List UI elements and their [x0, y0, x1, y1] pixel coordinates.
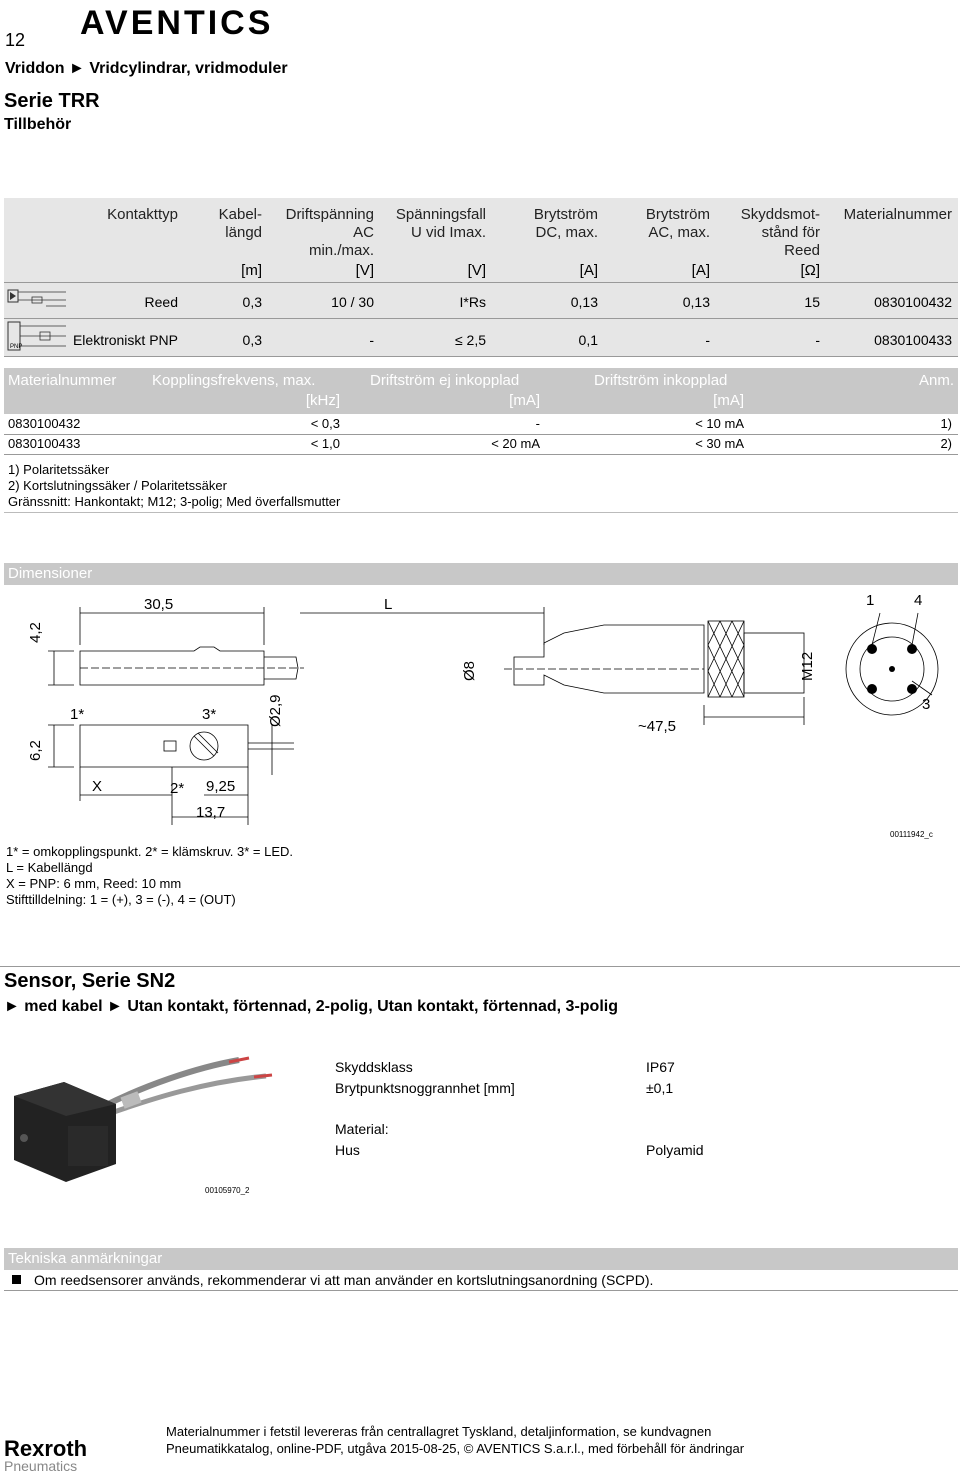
unit-khz: [kHz]: [305, 392, 340, 409]
cell-mat: 0830100433: [874, 332, 952, 348]
cell-on: < 10 mA: [695, 416, 744, 431]
label-pin-3: 3: [922, 696, 931, 713]
label-L: L: [384, 596, 393, 613]
cell-off: < 20 mA: [491, 436, 540, 451]
subtitle-part-2: Utan kontakt, förtennad, 2-polig, Utan kontakt, förtennad, 3-polig: [127, 998, 618, 1015]
label-47-5: ~47,5: [638, 718, 676, 735]
tech-text: Om reedsensorer används, rekommenderar vi att man använder en kortslutningsanordning (SCPD).: [34, 1272, 654, 1288]
header-drift-2: AC: [353, 224, 374, 241]
dimensions-title: Dimensioner: [4, 563, 958, 585]
breadcrumb-item-vridcylindrar[interactable]: Vridcylindrar, vridmoduler: [89, 60, 288, 77]
unit-m: [m]: [241, 262, 262, 279]
cell-drop: ≤ 2,5: [454, 332, 486, 348]
unit-v2: [V]: [467, 262, 486, 279]
unit-a1: [A]: [579, 262, 598, 279]
label-pin-1: 1: [866, 592, 875, 609]
label-1-star: 1*: [70, 706, 85, 723]
cell-type: Elektroniskt PNP: [72, 332, 178, 348]
header-kabel-2: längd: [225, 224, 262, 241]
dim-note-2: L = Kabellängd: [6, 860, 93, 875]
dim-note-3: X = PNP: 6 mm, Reed: 10 mm: [6, 876, 182, 891]
dim-note-4: Stifttilldelning: 1 = (+), 3 = (-), 4 = (OUT): [6, 892, 236, 907]
svg-text:PNP: PNP: [10, 344, 23, 350]
label-3-star: 3*: [202, 706, 217, 723]
cell-ac: 0,13: [682, 294, 710, 310]
cell-ac: -: [705, 332, 710, 348]
header-fall-1: Spänningsfall: [395, 206, 486, 223]
header-dc-1: Brytström: [533, 206, 598, 223]
arrow-right-icon: ►: [69, 60, 85, 77]
header-res-1: Skyddsmot-: [740, 206, 820, 223]
header-res-2: stånd för: [761, 224, 820, 241]
pneumatics-label: Pneumatics: [4, 1458, 78, 1474]
cell-dc: 0,13: [570, 294, 598, 310]
label-13-7: 13,7: [196, 804, 226, 821]
footnote-interface: Gränssnitt: Hankontakt; M12; 3-polig; Med överfallsmutter: [8, 494, 341, 509]
cell-mat: 0830100433: [8, 436, 81, 451]
drawing-ref: 00111942_c: [890, 830, 933, 839]
header-mat: Materialnummer: [843, 206, 952, 223]
unit-ohm: [Ω]: [800, 262, 820, 279]
spec-label: Hus: [335, 1142, 360, 1158]
breadcrumb-item-vriddon[interactable]: Vriddon: [5, 60, 65, 77]
spec-label: Material:: [335, 1121, 389, 1137]
label-6-2: 6,2: [27, 740, 44, 761]
sensor-title: Sensor, Serie SN2: [4, 970, 176, 992]
spec-value: IP67: [646, 1059, 675, 1075]
footer-line-1: Materialnummer i fetstil levereras från centrallagret Tyskland, detaljinformation, se kundvagnen: [166, 1424, 712, 1439]
reed-symbol-icon: [6, 284, 72, 316]
header-kontakttyp: Kontakttyp: [107, 206, 178, 223]
specs-table: [4, 198, 958, 357]
cell-res: 15: [804, 294, 820, 310]
header-anm: Anm.: [918, 372, 954, 389]
cell-on: < 30 mA: [695, 436, 744, 451]
label-m12: M12: [799, 651, 816, 681]
photo-ref: 00105970_2: [205, 1186, 250, 1195]
cell-voltage: -: [369, 332, 374, 348]
cell-mat: 0830100432: [874, 294, 952, 310]
label-d8: Ø8: [461, 660, 478, 681]
arrow-right-icon: ►: [107, 998, 123, 1015]
footer-line-2: Pneumatikkatalog, online-PDF, utgåva 2015-08-25, © AVENTICS S.a.r.l., med förbehåll för ändringar: [166, 1441, 745, 1456]
cell-freq: < 0,3: [310, 416, 340, 431]
unit-a2: [A]: [691, 262, 710, 279]
label-30-5: 30,5: [144, 596, 174, 613]
label-2-star: 2*: [170, 780, 185, 797]
header-fall-2: U vid Imax.: [410, 224, 486, 241]
cell-type: Reed: [144, 294, 178, 310]
cell-voltage: 10 / 30: [331, 294, 374, 310]
dim-note-1: 1* = omkopplingspunkt. 2* = klämskruv. 3* = LED.: [6, 844, 293, 859]
bullet-icon: [12, 1275, 21, 1284]
cell-length: 0,3: [242, 294, 262, 310]
cell-note: 1): [940, 416, 952, 431]
sensor-subtitle: [4, 998, 618, 1016]
pnp-symbol-icon: [6, 320, 72, 354]
tech-title: Tekniska anmärkningar: [4, 1248, 958, 1270]
cell-mat: 0830100432: [8, 416, 81, 431]
cell-drop: I*Rs: [459, 294, 486, 310]
label-4-2: 4,2: [27, 622, 44, 643]
series-subtitle: Tillbehör: [4, 116, 72, 133]
cell-res: -: [815, 332, 820, 348]
cell-note: 2): [940, 436, 952, 451]
subtitle-part-1: med kabel: [24, 998, 103, 1015]
cell-dc: 0,1: [578, 332, 598, 348]
page-number: 12: [5, 30, 26, 50]
unit-ma-off: [mA]: [509, 392, 540, 409]
header-kabel-1: Kabel-: [218, 206, 262, 223]
header-dc-2: DC, max.: [535, 224, 598, 241]
rexroth-logo: Rexroth: [4, 1436, 88, 1461]
footnote-1: 1) Polaritetssäker: [8, 462, 110, 477]
aventics-logo: AVENTICS: [80, 4, 274, 42]
header-inkopplad: Driftström inkopplad: [594, 372, 728, 389]
spec-label: Skyddsklass: [335, 1059, 413, 1075]
sensor-product-image: [4, 1046, 274, 1186]
header-drift-1: Driftspänning: [285, 206, 374, 223]
spec-value: ±0,1: [646, 1080, 674, 1096]
unit-v1: [V]: [355, 262, 374, 279]
label-X: X: [92, 778, 103, 795]
header-materialnummer: Materialnummer: [8, 372, 117, 389]
spec-label: Brytpunktsnoggrannhet [mm]: [335, 1080, 515, 1096]
breadcrumb: [5, 60, 288, 78]
header-res-3: Reed: [784, 242, 820, 259]
arrow-right-icon: ►: [4, 998, 20, 1015]
footnote-2: 2) Kortslutningssäker / Polaritetssäker: [8, 478, 227, 493]
frequency-table: [4, 368, 958, 513]
header-frekvens: Kopplingsfrekvens, max.: [152, 372, 316, 389]
label-d2-9: Ø2,9: [267, 694, 284, 727]
spec-value: Polyamid: [646, 1142, 704, 1158]
cell-freq: < 1,0: [310, 436, 340, 451]
header-ac-2: AC, max.: [648, 224, 710, 241]
header-drift-3: min./max.: [308, 242, 374, 259]
header-ej-inkopplad: Driftström ej inkopplad: [370, 372, 520, 389]
series-title: Serie TRR: [4, 90, 100, 112]
unit-ma-on: [mA]: [713, 392, 744, 409]
dimension-drawing: [4, 585, 958, 835]
cell-off: -: [535, 416, 540, 431]
label-pin-4: 4: [914, 592, 923, 609]
header-ac-1: Brytström: [645, 206, 710, 223]
cell-length: 0,3: [242, 332, 262, 348]
label-9-25: 9,25: [206, 778, 236, 795]
